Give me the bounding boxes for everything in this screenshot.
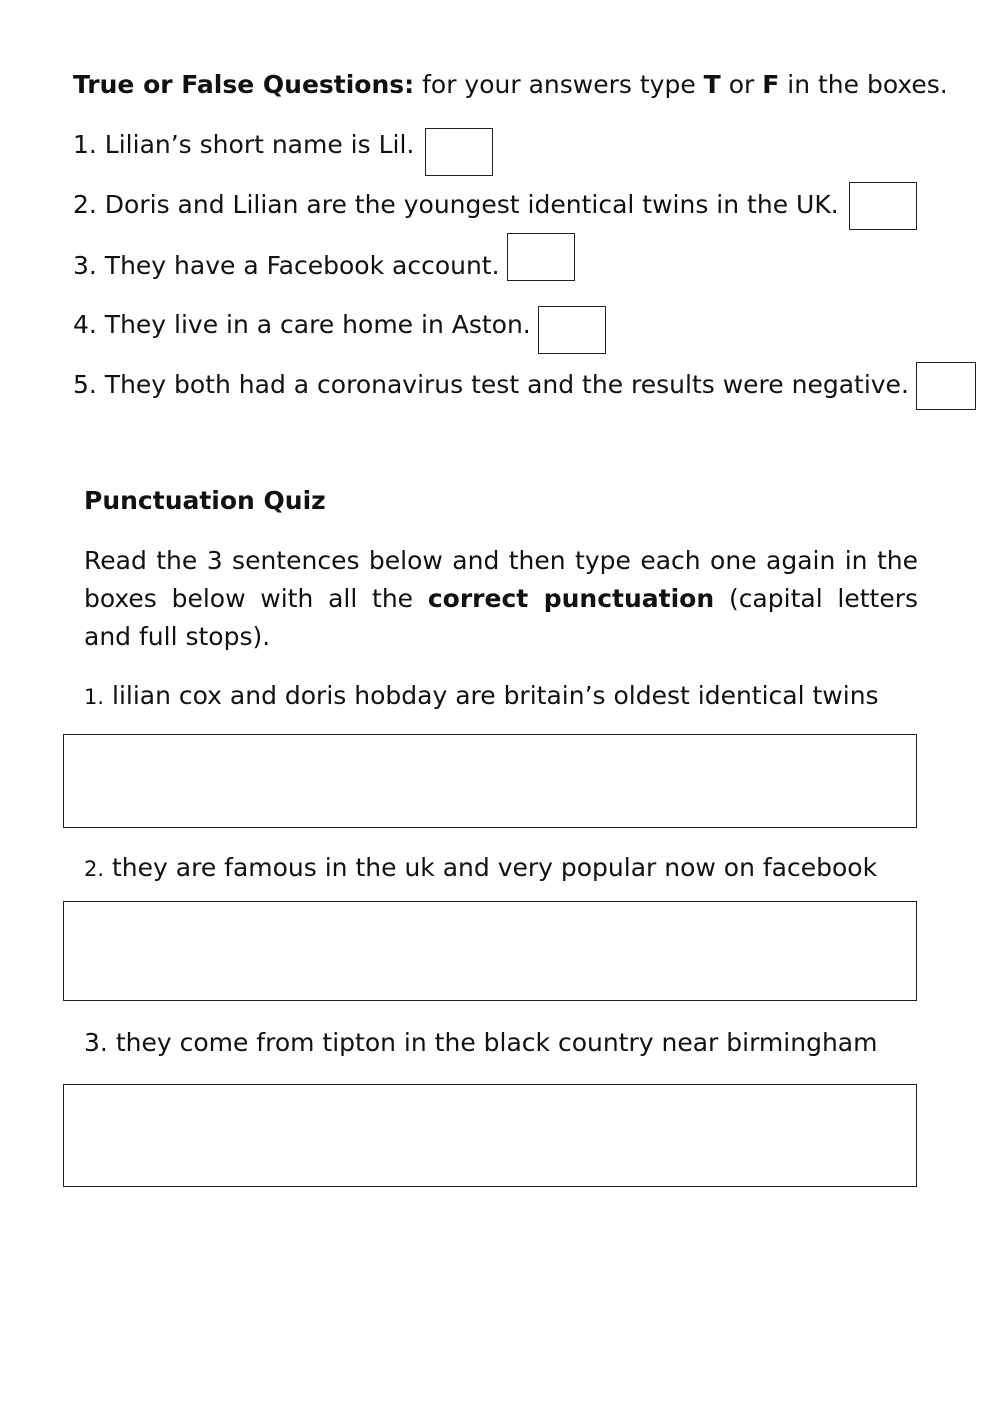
tf-answer-box-1[interactable] xyxy=(425,128,493,176)
sentence-number: 1. xyxy=(84,685,105,709)
sentence-text: lilian cox and doris hobday are britain’s oldest identical twins xyxy=(112,681,879,710)
tf-question-1: 1. Lilian’s short name is Lil. xyxy=(73,130,415,159)
tf-answer-box-3[interactable] xyxy=(507,233,575,281)
sentence-number: 2. xyxy=(84,857,105,881)
sentence-text: they are famous in the uk and very popular now on facebook xyxy=(112,853,878,882)
answer-box-3[interactable] xyxy=(63,1084,917,1187)
tf-question-5: 5. They both had a coronavirus test and the results were negative. xyxy=(73,370,909,399)
sentence-3 xyxy=(84,1028,877,1058)
tf-answer-box-5[interactable] xyxy=(916,362,976,410)
punctuation-instructions: Read the 3 sentences below and then type each one again in the boxes below with all the correct punctuation (capital letters and full stops). xyxy=(84,546,919,651)
tf-question-4: 4. They live in a care home in Aston. xyxy=(73,310,531,339)
punctuation-quiz-title: Punctuation Quiz xyxy=(84,486,326,515)
tf-question-3: 3. They have a Facebook account. xyxy=(73,251,500,280)
tf-answer-box-4[interactable] xyxy=(538,306,606,354)
tf-answer-box-2[interactable] xyxy=(849,182,917,230)
sentence-text: they come from tipton in the black country near birmingham xyxy=(115,1028,878,1057)
sentence-number: 3. xyxy=(84,1028,108,1057)
true-false-heading: True or False Questions: for your answers type T or F in the boxes. xyxy=(73,70,948,99)
sentence-2 xyxy=(84,853,877,884)
sentence-1 xyxy=(84,681,879,712)
tf-question-2: 2. Doris and Lilian are the youngest identical twins in the UK. xyxy=(73,190,839,219)
true-false-title: True or False Questions: xyxy=(73,70,415,99)
answer-box-1[interactable] xyxy=(63,734,917,828)
answer-box-2[interactable] xyxy=(63,901,917,1001)
